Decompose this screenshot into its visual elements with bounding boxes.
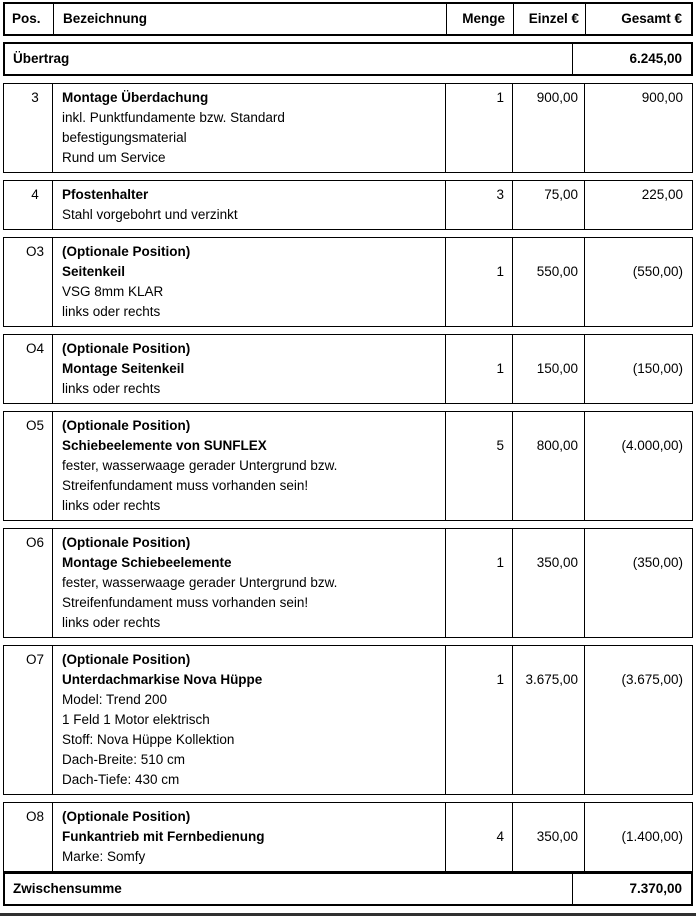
row-description bbox=[53, 335, 446, 403]
row-menge: 5 bbox=[446, 412, 513, 520]
row-menge: 1 bbox=[446, 84, 513, 172]
row-einzel: 350,00 bbox=[513, 803, 585, 871]
row-gesamt: (550,00) bbox=[632, 264, 683, 279]
description-line: (Optionale Position) bbox=[62, 244, 191, 259]
table-row bbox=[3, 645, 693, 795]
row-menge: 3 bbox=[446, 181, 513, 229]
row-menge: 1 bbox=[446, 646, 513, 794]
row-gesamt: 225,00 bbox=[641, 187, 683, 202]
description-line: Montage Überdachung bbox=[62, 90, 209, 105]
description-line: links oder rechts bbox=[62, 498, 161, 513]
description-line: (Optionale Position) bbox=[62, 341, 191, 356]
row-description bbox=[53, 646, 446, 794]
row-pos: O4 bbox=[4, 335, 53, 403]
zwischensumme-amount: 7.370,00 bbox=[572, 874, 691, 904]
row-description bbox=[53, 84, 446, 172]
description-line: Stoff: Nova Hüppe Kollektion bbox=[62, 732, 235, 747]
row-description bbox=[53, 412, 446, 520]
description-line: Schiebeelemente von SUNFLEX bbox=[62, 438, 267, 453]
zwischensumme-label: Zwischensumme bbox=[13, 881, 122, 896]
uebertrag-amount: 6.245,00 bbox=[572, 44, 691, 74]
description-line: Dach-Tiefe: 430 cm bbox=[62, 772, 180, 787]
row-gesamt: (350,00) bbox=[632, 555, 683, 570]
description-line: Model: Trend 200 bbox=[62, 692, 168, 707]
description-line: fester, wasserwaage gerader Untergrund bzw. bbox=[62, 458, 338, 473]
row-pos: O8 bbox=[4, 803, 53, 871]
uebertrag-label: Übertrag bbox=[13, 51, 70, 66]
row-gesamt: 900,00 bbox=[641, 90, 683, 105]
col-header-menge: Menge bbox=[447, 4, 514, 34]
row-gesamt: (3.675,00) bbox=[621, 672, 683, 687]
table-header-row bbox=[3, 2, 693, 36]
description-line: links oder rechts bbox=[62, 304, 161, 319]
table-row bbox=[3, 237, 693, 327]
row-description bbox=[53, 181, 446, 229]
description-line: (Optionale Position) bbox=[62, 652, 191, 667]
quote-table bbox=[3, 2, 693, 906]
zwischensumme-row bbox=[3, 872, 693, 906]
description-line: Montage Schiebeelemente bbox=[62, 555, 232, 570]
row-gesamt: (150,00) bbox=[632, 361, 683, 376]
row-einzel: 3.675,00 bbox=[513, 646, 585, 794]
description-line: (Optionale Position) bbox=[62, 809, 191, 824]
table-row bbox=[3, 83, 693, 173]
col-header-pos: Pos. bbox=[5, 4, 54, 34]
description-line: Pfostenhalter bbox=[62, 187, 149, 202]
table-row bbox=[3, 411, 693, 521]
description-line: Dach-Breite: 510 cm bbox=[62, 752, 186, 767]
description-line: Stahl vorgebohrt und verzinkt bbox=[62, 207, 238, 222]
row-pos: 4 bbox=[4, 181, 53, 229]
description-line: Marke: Somfy bbox=[62, 849, 146, 864]
row-einzel: 900,00 bbox=[513, 84, 585, 172]
col-header-gesamt: Gesamt € bbox=[621, 11, 682, 26]
description-line: (Optionale Position) bbox=[62, 418, 191, 433]
description-line: Streifenfundament muss vorhanden sein! bbox=[62, 595, 309, 610]
row-pos: O6 bbox=[4, 529, 53, 637]
description-line: Streifenfundament muss vorhanden sein! bbox=[62, 478, 309, 493]
description-line: fester, wasserwaage gerader Untergrund bzw. bbox=[62, 575, 338, 590]
row-einzel: 350,00 bbox=[513, 529, 585, 637]
item-rows bbox=[3, 83, 693, 872]
row-pos: O5 bbox=[4, 412, 53, 520]
description-line: Unterdachmarkise Nova Hüppe bbox=[62, 672, 263, 687]
table-row bbox=[3, 528, 693, 638]
row-einzel: 150,00 bbox=[513, 335, 585, 403]
row-pos: O7 bbox=[4, 646, 53, 794]
description-line: (Optionale Position) bbox=[62, 535, 191, 550]
page-bottom-scan-edge bbox=[0, 913, 696, 916]
row-pos: O3 bbox=[4, 238, 53, 326]
row-menge: 1 bbox=[446, 335, 513, 403]
table-row bbox=[3, 802, 693, 872]
uebertrag-row bbox=[3, 42, 693, 76]
description-line: befestigungsmaterial bbox=[62, 130, 187, 145]
row-einzel: 550,00 bbox=[513, 238, 585, 326]
description-line: VSG 8mm KLAR bbox=[62, 284, 164, 299]
description-line: links oder rechts bbox=[62, 615, 161, 630]
row-gesamt: (1.400,00) bbox=[621, 829, 683, 844]
row-description bbox=[53, 803, 446, 871]
table-row bbox=[3, 180, 693, 230]
col-header-bezeichnung: Bezeichnung bbox=[54, 4, 447, 34]
row-einzel: 800,00 bbox=[513, 412, 585, 520]
description-line: inkl. Punktfundamente bzw. Standard bbox=[62, 110, 285, 125]
row-description bbox=[53, 529, 446, 637]
description-line: Funkantrieb mit Fernbedienung bbox=[62, 829, 265, 844]
row-menge: 4 bbox=[446, 803, 513, 871]
row-menge: 1 bbox=[446, 238, 513, 326]
row-menge: 1 bbox=[446, 529, 513, 637]
table-row bbox=[3, 334, 693, 404]
description-line: Rund um Service bbox=[62, 150, 166, 165]
description-line: Montage Seitenkeil bbox=[62, 361, 185, 376]
row-pos: 3 bbox=[4, 84, 53, 172]
description-line: links oder rechts bbox=[62, 381, 161, 396]
col-header-einzel: Einzel € bbox=[514, 4, 586, 34]
row-gesamt: (4.000,00) bbox=[621, 438, 683, 453]
row-einzel: 75,00 bbox=[513, 181, 585, 229]
row-description bbox=[53, 238, 446, 326]
description-line: 1 Feld 1 Motor elektrisch bbox=[62, 712, 210, 727]
description-line: Seitenkeil bbox=[62, 264, 126, 279]
